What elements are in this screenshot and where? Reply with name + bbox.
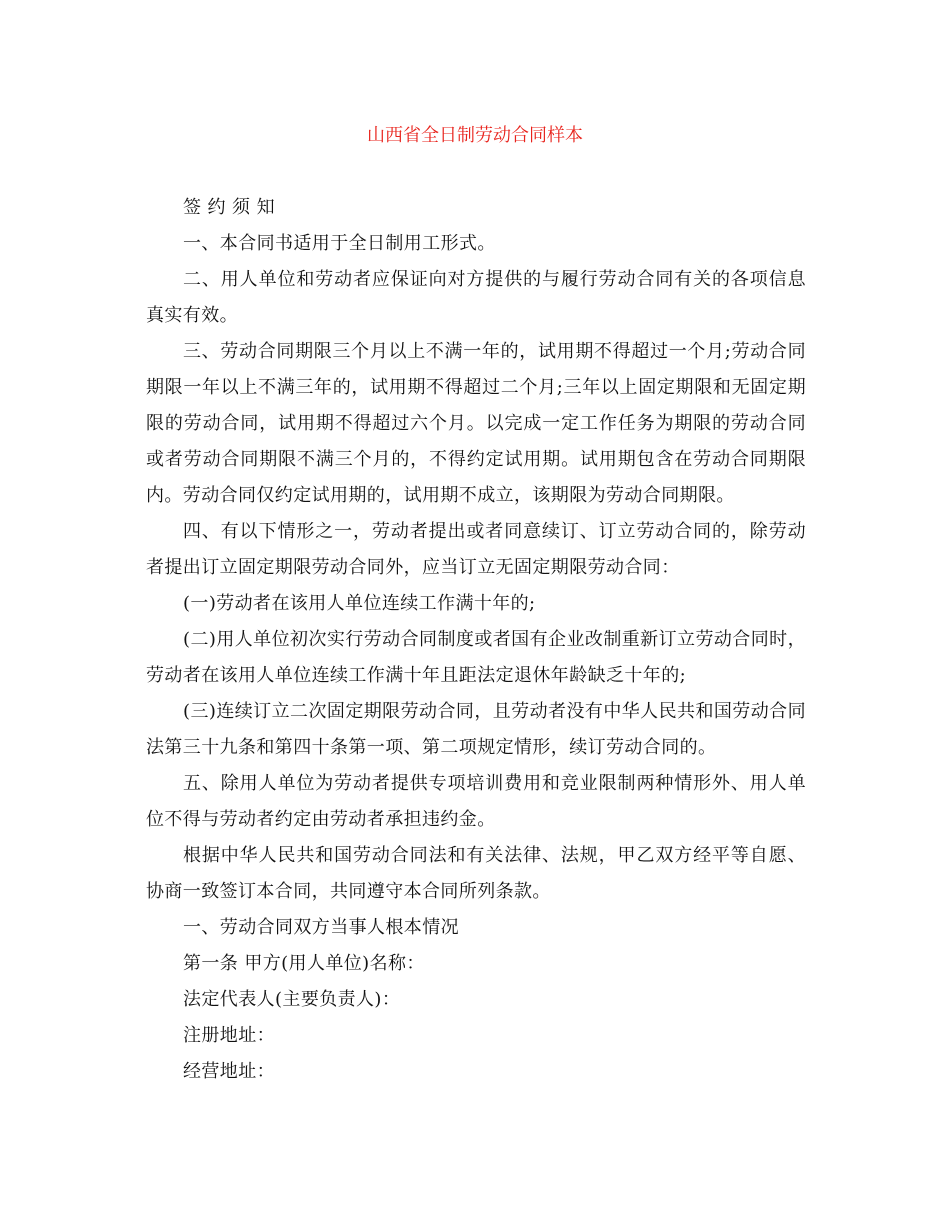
field-employer-name: 第一条 甲方(用人单位)名称： [183,953,425,974]
document-title: 山西省全日制劳动合同样本 [367,125,583,146]
paragraph-notice-1: 一、本合同书适用于全日制用工形式。 [183,233,496,254]
paragraph-notice-4-item-2: (二)用人单位初次实行劳动合同制度或者国有企业改制重新订立劳动合同时，劳动者在该用人单位连续工作满十年且距法定退休年龄缺乏十年的; [146,629,806,686]
paragraph-notice-4-item-3: (三)连续订立二次固定期限劳动合同，且劳动者没有中华人民共和国劳动合同法第三十九条和第四十条第一项、第二项规定情形，续订劳动合同的。 [146,701,806,758]
paragraph-notice-5: 五、除用人单位为劳动者提供专项培训费用和竞业限制两种情形外、用人单位不得与劳动者约定由劳动者承担违约金。 [146,773,806,830]
paragraph-notice-3: 三、劳动合同期限三个月以上不满一年的，试用期不得超过一个月;劳动合同期限一年以上不满三年的，试用期不得超过二个月;三年以上固定期限和无固定期限的劳动合同，试用期不得超过六个月。以完成一定工作任务为期限的劳动合同或者劳动合同期限不满三个月的，不得约定试用期。试用期包含在劳动合同期限内。劳动合同仅约定试用期的，试用期不成立，该期限为劳动合同期限。 [146,341,806,506]
paragraph-signing-notice-heading: 签 约 须 知 [183,197,275,218]
field-legal-representative: 法定代表人(主要负责人)： [183,989,401,1010]
paragraph-notice-2: 二、用人单位和劳动者应保证向对方提供的与履行劳动合同有关的各项信息真实有效。 [146,269,806,326]
field-business-address: 经营地址： [183,1061,275,1082]
section-heading-parties: 一、劳动合同双方当事人根本情况 [183,917,459,938]
paragraph-preamble: 根据中华人民共和国劳动合同法和有关法律、法规，甲乙双方经平等自愿、协商一致签订本合同，共同遵守本合同所列条款。 [146,845,806,902]
paragraph-notice-4-item-1: (一)劳动者在该用人单位连续工作满十年的; [183,593,536,614]
document-body [146,190,806,1090]
field-registered-address: 注册地址： [183,1025,275,1046]
paragraph-notice-4: 四、有以下情形之一，劳动者提出或者同意续订、订立劳动合同的，除劳动者提出订立固定期限劳动合同外，应当订立无固定期限劳动合同： [146,521,806,578]
